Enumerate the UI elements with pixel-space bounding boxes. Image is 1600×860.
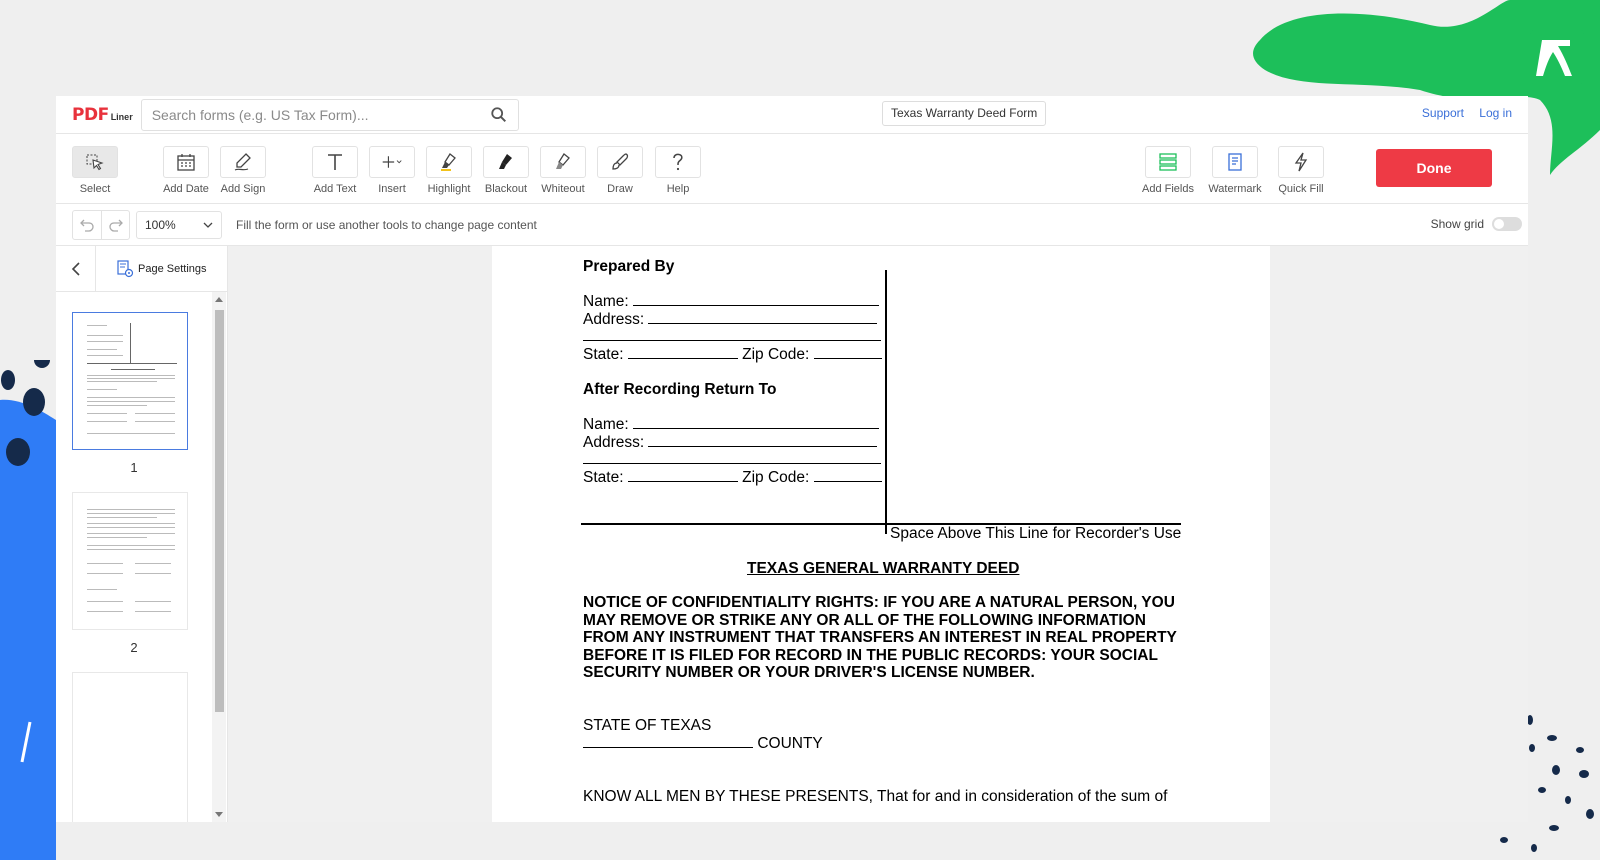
pen-sign-icon [233, 152, 253, 172]
scrollbar-thumb[interactable] [215, 310, 224, 712]
name-row [583, 416, 879, 434]
tool-label: Add Text [313, 183, 357, 195]
document-title: Texas Warranty Deed Form [882, 101, 1046, 126]
tool-label: Watermark [1208, 183, 1262, 195]
tool-blackout[interactable] [476, 146, 536, 195]
search-icon[interactable] [490, 106, 508, 124]
pdf-editor-window [56, 96, 1528, 822]
address-row [583, 311, 877, 329]
workspace [56, 246, 1528, 822]
county-row [583, 735, 823, 753]
field-label: Address: [583, 311, 645, 328]
fields-icon [1158, 152, 1178, 172]
document-page[interactable] [492, 246, 1270, 822]
redo-button[interactable] [101, 211, 129, 239]
show-grid-label: Show grid [1430, 217, 1484, 231]
field-label: State: [583, 469, 624, 486]
page-thumbnail[interactable] [72, 492, 188, 630]
thumbnail-scrollbar[interactable] [212, 292, 226, 822]
tool-insert[interactable] [362, 146, 422, 195]
sidebar-header [56, 246, 227, 292]
name-field[interactable] [633, 417, 879, 429]
recorder-divider-vertical [885, 270, 887, 534]
state-field[interactable] [628, 347, 738, 359]
county-label: COUNTY [757, 735, 823, 752]
logo-sub: Liner [110, 111, 133, 122]
calendar-icon [176, 152, 196, 172]
tool-highlight[interactable] [419, 146, 479, 195]
state-of-texas: STATE OF TEXAS [583, 717, 712, 734]
zip-field[interactable] [814, 470, 882, 482]
text-icon [325, 152, 345, 172]
recorder-space-text: Space Above This Line for Recorder's Use [890, 525, 1182, 542]
deed-title: TEXAS GENERAL WARRANTY DEED [747, 560, 1020, 577]
know-all-paragraph: KNOW ALL MEN BY THESE PRESENTS, That for and in consideration of the sum of [583, 788, 1168, 805]
state-zip-row [583, 346, 882, 364]
document-content [492, 246, 1270, 822]
field-label: Zip Code: [742, 469, 810, 486]
zip-field[interactable] [814, 347, 882, 359]
field-label: Name: [583, 416, 629, 433]
tool-quick-fill[interactable] [1271, 146, 1331, 195]
zoom-value: 100% [145, 217, 176, 232]
tool-label: Add Date [163, 183, 209, 195]
page-number: 1 [130, 460, 138, 475]
sub-toolbar [56, 204, 1528, 246]
address-field[interactable] [648, 312, 877, 324]
address-line-field[interactable] [583, 329, 881, 341]
state-field[interactable] [628, 470, 738, 482]
tool-label: Help [666, 183, 690, 195]
tool-label: Insert [378, 183, 406, 195]
done-button[interactable]: Done [1376, 149, 1492, 187]
lightning-icon [1291, 152, 1311, 172]
address-line-2 [583, 328, 881, 346]
name-row [583, 293, 879, 311]
field-label: Address: [583, 434, 645, 451]
thumbnail-list [56, 292, 212, 822]
undo-button[interactable] [73, 211, 101, 239]
tool-label: Blackout [484, 183, 528, 195]
plus-icon [382, 152, 402, 172]
redo-icon [108, 217, 124, 233]
tool-label: Draw [607, 183, 633, 195]
page-number: 2 [130, 640, 138, 655]
tool-label: Select [79, 183, 111, 195]
tool-select[interactable] [65, 146, 125, 195]
question-icon [668, 152, 688, 172]
undo-redo-group [72, 210, 130, 240]
logo-main: PDF [72, 104, 109, 125]
zoom-select[interactable] [136, 211, 222, 239]
page-thumbnail[interactable] [72, 672, 188, 822]
undo-icon [79, 217, 95, 233]
page-settings-label: Page Settings [138, 262, 207, 275]
collapse-sidebar-button[interactable] [56, 246, 96, 292]
chevron-left-icon [71, 262, 81, 276]
tool-watermark[interactable] [1205, 146, 1265, 195]
tool-label: Whiteout [541, 183, 585, 195]
county-field[interactable] [583, 736, 753, 748]
state-zip-row [583, 469, 882, 487]
page-thumbnail[interactable] [72, 312, 188, 450]
name-field[interactable] [633, 294, 879, 306]
address-line-field[interactable] [583, 452, 881, 464]
address-row [583, 434, 877, 452]
address-line-2 [583, 451, 881, 469]
prepared-by-heading: Prepared By [583, 258, 675, 275]
tool-add-date[interactable] [156, 146, 216, 195]
pdfliner-logo[interactable] [72, 105, 133, 125]
page-settings-button[interactable] [116, 260, 207, 278]
brush-icon [610, 152, 630, 172]
address-field[interactable] [648, 435, 877, 447]
tool-label: Highlight [427, 183, 471, 195]
field-label: Zip Code: [742, 346, 810, 363]
tool-label: Add Sign [220, 183, 266, 195]
watermark-icon [1225, 152, 1245, 172]
tool-add-text[interactable] [305, 146, 365, 195]
toggle-switch[interactable] [1492, 217, 1522, 231]
top-links [1410, 106, 1512, 120]
tool-draw[interactable] [590, 146, 650, 195]
hint-text: Fill the form or use another tools to change page content [236, 217, 537, 232]
whiteout-icon [553, 152, 573, 172]
blackout-icon [496, 152, 516, 172]
tool-help[interactable] [648, 146, 708, 195]
highlighter-icon [439, 152, 459, 172]
tool-add-fields[interactable] [1138, 146, 1198, 195]
page-settings-icon [116, 260, 134, 278]
toolbar [56, 134, 1528, 204]
search-input[interactable] [152, 107, 490, 123]
show-grid-toggle[interactable] [1431, 217, 1522, 231]
tool-add-sign[interactable] [213, 146, 273, 195]
chevron-down-icon [203, 221, 213, 229]
support-link[interactable]: Support [1421, 106, 1464, 120]
tool-whiteout[interactable] [533, 146, 593, 195]
select-cursor-icon [85, 152, 105, 172]
confidentiality-notice: NOTICE OF CONFIDENTIALITY RIGHTS: IF YOU ARE A NATURAL PERSON, YOU MAY REMOVE OR STRIKE ANY OR ALL OF THE FOLLOWING INFORMATION FROM ANY INSTRUMENT THAT TRANSFERS AN INTEREST IN REAL PROPERTY BEFORE IT IS FILED FOR RECORD IN THE PUBLIC RECORDS: YOUR SOCIAL SECURITY NUMBER OR YOUR DRIVER'S LICENSE NUMBER. [583, 594, 1177, 682]
pages-sidebar [56, 246, 228, 822]
top-bar [56, 96, 1528, 134]
field-label: State: [583, 346, 624, 363]
field-label: Name: [583, 293, 629, 310]
search-box [141, 99, 519, 131]
after-recording-heading: After Recording Return To [583, 381, 777, 398]
tool-label: Add Fields [1142, 183, 1194, 195]
login-link[interactable]: Log in [1479, 106, 1512, 120]
tool-label: Quick Fill [1278, 183, 1324, 195]
